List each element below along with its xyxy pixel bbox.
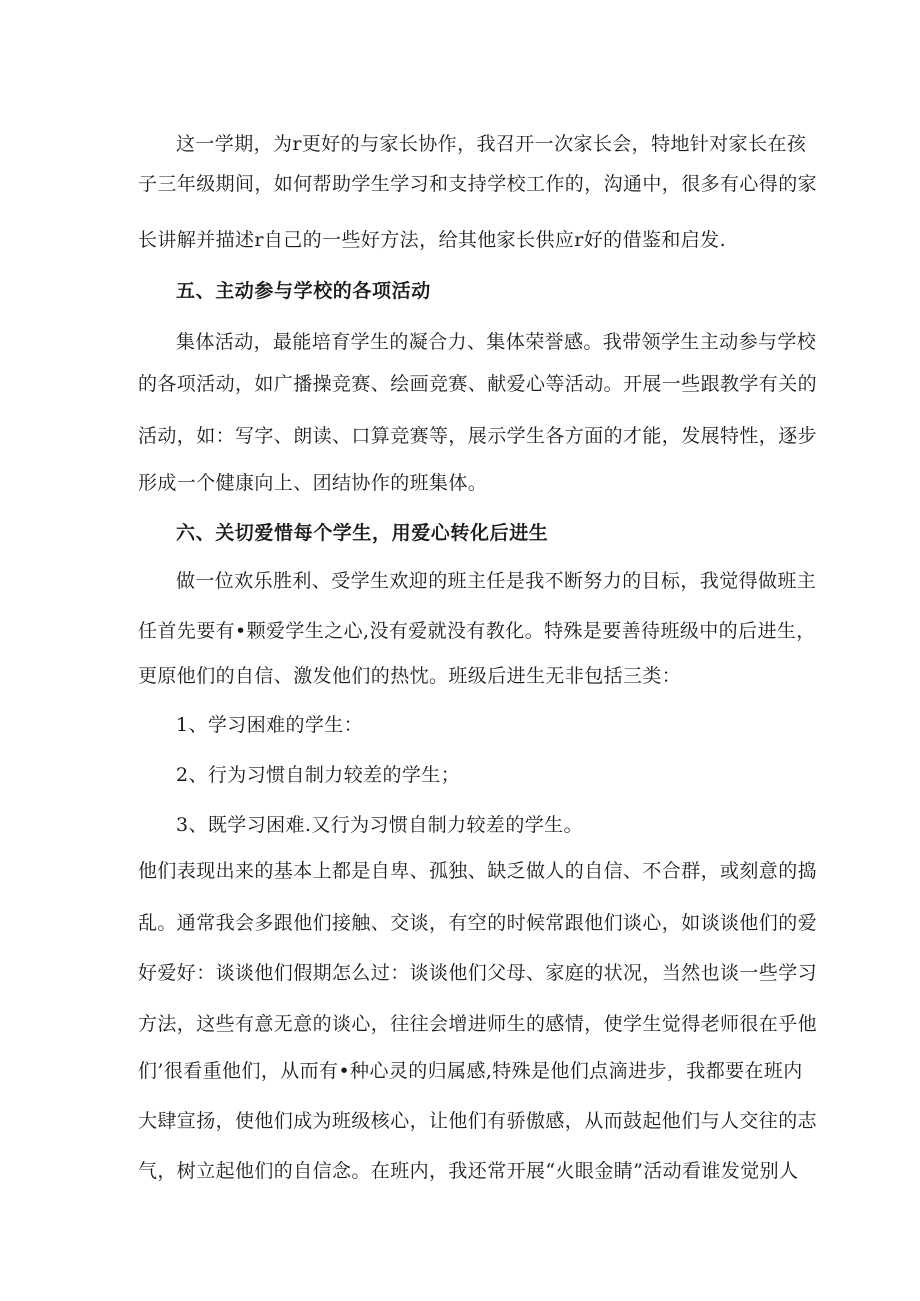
paragraph-3-line-3: 更原他们的自信、激发他们的热忱。班级后进生无非包括三类： (138, 665, 682, 687)
paragraph-4-line-6: 大肆宣扬，使他们成为班级核心，让他们有骄傲感，从而鼓起他们与人交往的志 (138, 1110, 818, 1132)
list-item: 3、既学习困难.又行为习惯自制力较差的学生。 (176, 814, 583, 836)
list-item: 1、学习困难的学生： (176, 714, 364, 736)
section-heading-5: 五、主动参与学校的各项活动 (176, 280, 431, 302)
list-item: 2、行为习惯自制力较差的学生； (176, 764, 461, 786)
paragraph-2-line-4: 形成一个健康向上、团结协作的班集体。 (138, 472, 488, 494)
paragraph-2-line-1: 集体活动，最能培育学生的凝合力、集体荣誉感。我带领学生主动参与学校 (176, 331, 817, 353)
paragraph-2-line-3: 活动，如：写字、朗读、口算竞赛等，展示学生各方面的才能，发展特性，逐步 (138, 425, 818, 447)
paragraph-4-line-4: 方法，这些有意无意的谈心，往往会增进师生的感情，使学生觉得老师很在乎他 (138, 1013, 818, 1035)
paragraph-4-line-3: 好爱好：谈谈他们假期怎么过：谈谈他们父母、家庭的状况，当然也谈一些学习 (138, 962, 818, 984)
paragraph-2-line-2: 的各项活动，如广播操竞赛、绘画竞赛、献爱心等活动。开展一些跟教学有关的 (138, 373, 818, 395)
paragraph-1-line-1: 这一学期，为r更好的与家长协作，我召开一次家长会，特地针对家长在孩 (176, 133, 807, 155)
paragraph-4-line-5: 们’很看重他们，从而有•种心灵的归属感,特殊是他们点滴进步，我都要在班内 (138, 1060, 803, 1082)
paragraph-4-line-7: 气，树立起他们的自信念。在班内，我还常开展“火眼金睛”活动看谁发觉别人 (138, 1160, 799, 1182)
paragraph-1-line-2: 子三年级期间，如何帮助学生学习和支持学校工作的，沟通中，很多有心得的家 (138, 173, 818, 195)
paragraph-3-line-2: 任首先要有•颗爱学生之心,没有爱就没有教化。特殊是要善待班级中的后进生， (138, 620, 816, 642)
paragraph-4-line-1: 他们表现出来的基本上都是自卑、孤独、缺乏做人的自信、不合群，或刻意的捣 (138, 860, 818, 882)
paragraph-3-line-1: 做一位欢乐胜利、受学生欢迎的班主任是我不断努力的目标，我觉得做班主 (176, 570, 817, 592)
paragraph-1-line-3: 长讲解并描述r自己的一些好方法，给其他家长供应r好的借鉴和启发. (138, 229, 727, 251)
paragraph-4-line-2: 乱。通常我会多跟他们接触、交谈，有空的时候常跟他们谈心，如谈谈他们的爱 (138, 912, 818, 934)
section-heading-6: 六、关切爱惜每个学生，用爱心转化后进生 (176, 522, 549, 544)
